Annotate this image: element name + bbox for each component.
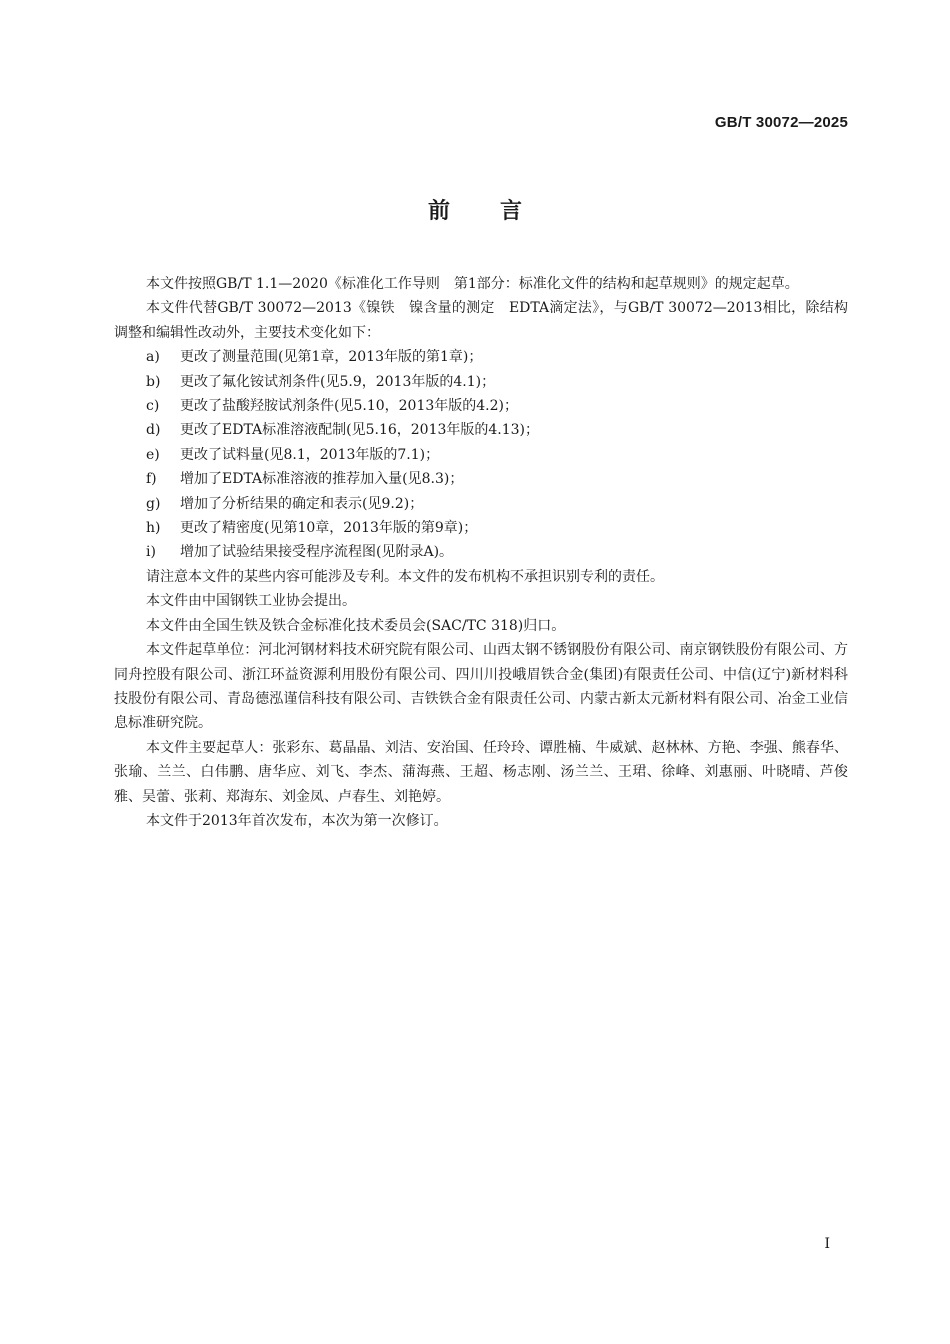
change-item xyxy=(114,443,848,467)
change-item-mark: a) xyxy=(146,349,160,366)
change-item-mark: g) xyxy=(146,495,161,512)
change-item-text: 增加了EDTA标准溶液的推荐加入量(见8.3)； xyxy=(180,471,464,488)
change-item-mark: d) xyxy=(146,422,161,439)
change-item-mark: b) xyxy=(146,373,161,390)
change-item-mark: c) xyxy=(146,398,160,415)
change-item-text: 更改了盐酸羟胺试剂条件(见5.10，2013年版的4.2)； xyxy=(180,398,518,415)
change-item-text: 更改了精密度(见第10章，2013年版的第9章)； xyxy=(180,520,478,537)
paragraph-drafting-rule: 本文件按照GB/T 1.1—2020《标准化工作导则 第1部分：标准化文件的结构和起草规则》的规定起草。 xyxy=(146,276,799,292)
change-item xyxy=(114,467,848,491)
paragraph-drafting-units: 本文件起草单位：河北河钢材料技术研究院有限公司、山西太钢不锈钢股份有限公司、南京钢铁股份有限公司、方同舟控股有限公司、浙江环益资源利用股份有限公司、四川川投峨眉铁合金(集团)有限责任公司、中信(辽宁)新材料科技股份有限公司、青岛德泓谨信科技有限公司、吉铁铁合金有限责任公司、内蒙古新太元新材料有限公司、冶金工业信息标准研究院。 xyxy=(114,642,848,732)
paragraph-patent-notice: 请注意本文件的某些内容可能涉及专利。本文件的发布机构不承担识别专利的责任。 xyxy=(146,568,664,585)
paragraph-committee: 本文件由全国生铁及铁合金标准化技术委员会(SAC/TC 318)归口。 xyxy=(146,617,566,634)
paragraph-history: 本文件于2013年首次发布，本次为第一次修订。 xyxy=(146,812,448,829)
change-item-text: 更改了测量范围(见第1章，2013年版的第1章)； xyxy=(180,349,483,366)
change-item-text: 更改了氟化铵试剂条件(见5.9，2013年版的4.1)； xyxy=(180,373,496,390)
change-item-mark: f) xyxy=(146,471,157,488)
change-item xyxy=(114,394,848,418)
page-number: I xyxy=(824,1236,830,1252)
change-item-text: 增加了试验结果接受程序流程图(见附录A)。 xyxy=(180,544,454,561)
change-item-mark: e) xyxy=(146,446,160,463)
change-item-text: 更改了试料量(见8.1，2013年版的7.1)； xyxy=(180,446,440,463)
change-item xyxy=(114,540,848,564)
change-item-text: 更改了EDTA标准溶液配制(见5.16，2013年版的4.13)； xyxy=(180,422,540,439)
change-item-mark: i) xyxy=(146,544,156,561)
change-item xyxy=(114,418,848,442)
change-item xyxy=(114,492,848,516)
paragraph-drafters: 本文件主要起草人：张彩东、葛晶晶、刘洁、安治国、任玲玲、谭胜楠、牛威斌、赵林林、方艳、李强、熊春华、张瑜、兰兰、白伟鹏、唐华应、刘飞、李杰、蒲海燕、王超、杨志刚、汤兰兰、王珺、徐峰、刘惠丽、叶晓晴、芦俊雅、吴蕾、张莉、郑海东、刘金凤、卢春生、刘艳婷。 xyxy=(114,739,848,805)
standard-code: GB/T 30072—2025 xyxy=(714,114,848,131)
change-item xyxy=(114,345,848,369)
paragraph-replacement: 本文件代替GB/T 30072—2013《镍铁 镍含量的测定 EDTA滴定法》，与GB/T 30072—2013相比，除结构调整和编辑性改动外，主要技术变化如下： xyxy=(114,300,848,341)
page-title: 前言 xyxy=(427,199,572,224)
change-item-mark: h) xyxy=(146,520,161,537)
paragraph-proposer: 本文件由中国钢铁工业协会提出。 xyxy=(146,593,356,610)
change-item xyxy=(114,516,848,540)
change-item-text: 增加了分析结果的确定和表示(见9.2)； xyxy=(180,495,424,512)
change-item xyxy=(114,370,848,394)
foreword-body xyxy=(114,272,848,833)
